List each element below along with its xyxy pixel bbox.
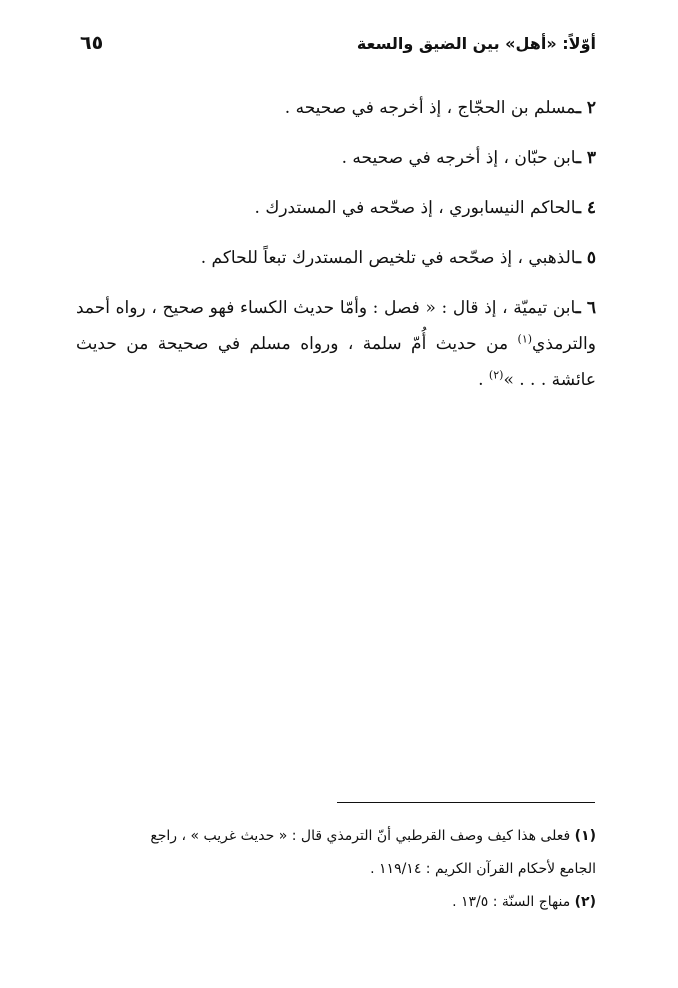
footnote-number: (١) [574, 828, 596, 844]
list-item-quote [76, 290, 596, 398]
item-number: ٥ ـ [575, 248, 596, 268]
footnotes [76, 820, 596, 919]
list-item [76, 190, 596, 240]
item-text: الحاكم النيسابوري ، إذ صحّحه في المستدرك . [254, 198, 576, 218]
list-item [76, 140, 596, 190]
item-text-cont: من حديث أُمّ سلمة ، ورواه مسلم في صحيحة من حديث عائشة . . . » [76, 334, 596, 390]
item-number: ٦ ـ [575, 298, 597, 318]
list-item [76, 240, 596, 290]
item-text-end: . [478, 370, 489, 390]
item-number: ٢ ـ [575, 98, 596, 118]
running-title: أوّلاً: «أهل» بين الضيق والسعة [356, 34, 596, 53]
footnote [76, 820, 596, 853]
page-header [80, 34, 596, 64]
footnote-separator [337, 802, 595, 803]
list-item [76, 90, 596, 140]
footnote-text: الجامع لأحكام القرآن الكريم : ١١٩/١٤ . [370, 861, 596, 877]
main-text [76, 90, 596, 398]
item-number: ٤ ـ [575, 198, 596, 218]
footnote [76, 886, 596, 919]
item-text: الذهبي ، إذ صحّحه في تلخيص المستدرك تبعاً للحاكم . [200, 248, 576, 268]
footnote-ref-2[interactable]: (٢) [488, 368, 504, 382]
footnote-number: (٢) [574, 894, 596, 910]
item-text: مسلم بن الحجّاج ، إذ أخرجه في صحيحه . [284, 98, 576, 118]
item-text: ابن حبّان ، إذ أخرجه في صحيحه . [341, 148, 576, 168]
item-text: ابن تيميّة ، إذ قال : « فصل : وأمّا حديث الكساء فهو صحيح ، رواه أحمد والترمذي [76, 298, 596, 354]
item-number: ٣ ـ [575, 148, 596, 168]
footnote-text: فعلى هذا كيف وصف القرطبي أنّ الترمذي قال : « حديث غريب » ، راجع [150, 828, 571, 844]
page-number: ٦٥ [80, 32, 104, 54]
footnote-text: منهاج السنّة : ١٣/٥ . [452, 894, 571, 910]
footnote-ref-1[interactable]: (١) [517, 332, 533, 346]
footnote-continuation [76, 853, 596, 886]
